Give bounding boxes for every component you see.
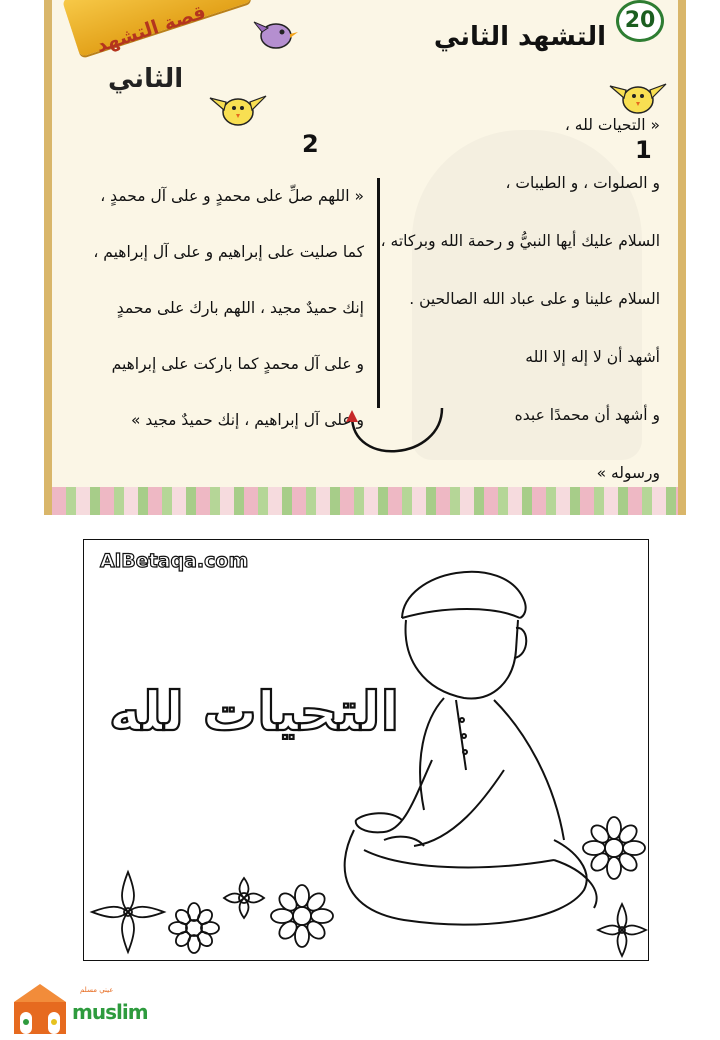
ribbon-title: قصة التشهد: [93, 0, 209, 58]
text-line: « اللهم صلِّ على محمدٍ و على آل محمدٍ ،: [100, 187, 364, 205]
text-line: ورسوله »: [596, 464, 660, 482]
coloring-card: [83, 539, 649, 961]
yellow-bird-left-icon: [208, 84, 268, 132]
text-line: و على آل إبراهيم ، إنك حميدٌ مجيد »: [130, 411, 364, 429]
logo-name: muslim: [72, 1000, 148, 1024]
site-logo[interactable]: [10, 982, 148, 1038]
page-number: 20: [616, 0, 664, 42]
text-line: السلام علينا و على عباد الله الصالحين .: [409, 290, 660, 308]
column-2-number: 2: [302, 130, 319, 158]
text-line: أشهد أن لا إله إلا الله: [525, 348, 660, 366]
text-line: « التحيات لله ،: [564, 116, 660, 134]
ribbon-subtitle: الثاني: [108, 64, 184, 94]
lesson-page: [44, 0, 686, 515]
coloring-caption: التحيات لله: [108, 680, 400, 743]
site-watermark: AlBetaqa.com: [100, 550, 249, 572]
salawat-text-column: [64, 168, 364, 448]
column-1-number: 1: [635, 136, 652, 164]
logo-tagline: عيني مسلم: [80, 986, 114, 994]
text-line: و أشهد أن محمدًا عبده: [514, 406, 660, 424]
text-line: كما صليت على إبراهيم و على آل إبراهيم ،: [93, 243, 364, 261]
page-heading: التشهد الثاني: [433, 22, 606, 52]
text-line: و الصلوات ، و الطيبات ،: [505, 174, 660, 192]
column-divider: [377, 178, 380, 408]
text-line: إنك حميدٌ مجيد ، اللهم بارك على محمدٍ: [116, 299, 364, 317]
praying-boy-outline-illustration: [84, 540, 650, 962]
mosque-logo-icon: [10, 982, 70, 1036]
text-line: و على آل محمدٍ كما باركت على إبراهيم: [111, 355, 364, 373]
purple-bird-icon: [252, 12, 300, 54]
text-line: السلام عليك أيها النبيُّ و رحمة الله وبركاته ،: [380, 232, 660, 250]
